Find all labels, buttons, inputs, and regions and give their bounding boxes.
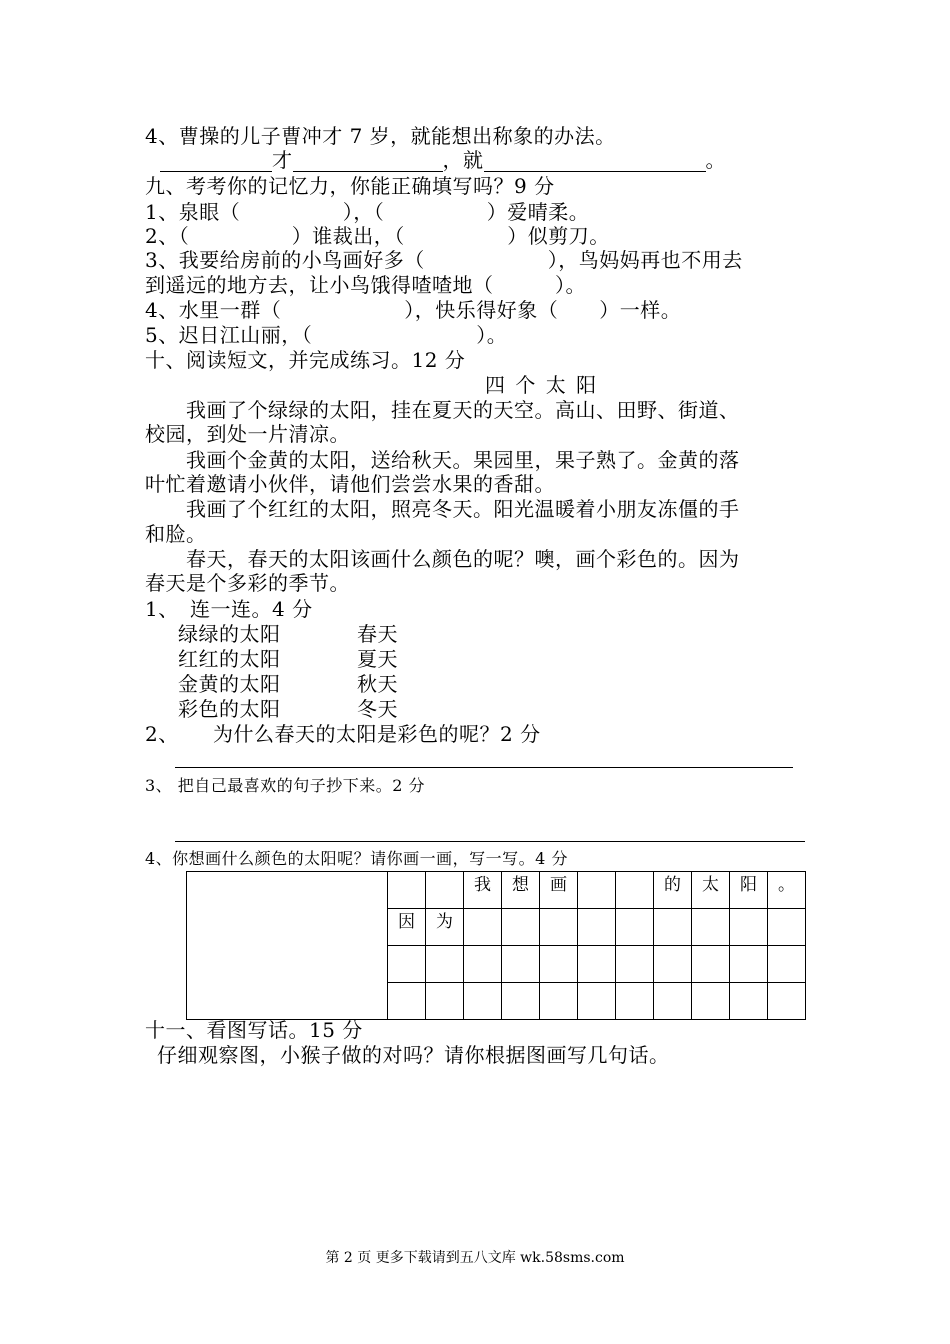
passage-title: 四 个 太 阳: [485, 373, 599, 397]
page-footer: 第 2 页 更多下载请到五八文库 wk.58sms.com: [325, 1250, 625, 1266]
grid-cell[interactable]: [540, 946, 578, 983]
passage-line: 我画了个绿绿的太阳，挂在夏天的天空。高山、田野、街道、: [145, 398, 740, 422]
match-left-item[interactable]: 红红的太阳: [178, 647, 281, 671]
q9-item: 1、泉眼（ ），（ ）爱晴柔。: [145, 200, 590, 224]
q10-2-text: 为什么春天的太阳是彩色的呢？2 分: [213, 722, 541, 746]
match-right-item[interactable]: 夏天: [357, 647, 398, 671]
q9-title: 九、考考你的记忆力，你能正确填写吗？9 分: [145, 174, 555, 198]
grid-cell[interactable]: [768, 946, 806, 983]
grid-cell[interactable]: [578, 983, 616, 1020]
q9-item: 到遥远的地方去，让小鸟饿得喳喳地（ ）。: [145, 273, 586, 297]
match-right-item[interactable]: 春天: [357, 622, 398, 646]
grid-cell[interactable]: [730, 909, 768, 946]
answer-line[interactable]: [175, 767, 793, 768]
grid-cell[interactable]: 。: [768, 872, 806, 909]
grid-cell[interactable]: [616, 872, 654, 909]
passage-line: 春天是个多彩的季节。: [145, 571, 350, 595]
q10-2-num: 2、: [145, 722, 179, 746]
grid-cell[interactable]: [464, 983, 502, 1020]
grid-cell[interactable]: 我: [464, 872, 502, 909]
grid-cell[interactable]: [692, 983, 730, 1020]
q9-item: 4、水里一群（ ），快乐得好象（ ）一样。: [145, 298, 682, 322]
passage-line: 叶忙着邀请小伙伴，请他们尝尝水果的香甜。: [145, 472, 555, 496]
q10-1-text: 连一连。4 分: [190, 597, 313, 621]
grid-cell[interactable]: [578, 872, 616, 909]
match-left-item[interactable]: 彩色的太阳: [178, 697, 281, 721]
grid-cell[interactable]: 想: [502, 872, 540, 909]
grid-cell[interactable]: [426, 983, 464, 1020]
q10-1-num: 1、: [145, 597, 179, 621]
writing-grid: [186, 871, 806, 1020]
passage-line: 校园，到处一片清凉。: [145, 422, 350, 446]
q11-text: 仔细观察图，小猴子做的对吗？请你根据图画写几句话。: [157, 1043, 670, 1067]
grid-cell[interactable]: [426, 946, 464, 983]
answer-line[interactable]: [175, 841, 805, 842]
blank[interactable]: [293, 151, 443, 172]
q9-item: 3、我要给房前的小鸟画好多（ ），鸟妈妈再也不用去: [145, 248, 743, 272]
grid-cell[interactable]: [502, 909, 540, 946]
fill-end: 。: [705, 148, 726, 172]
grid-cell[interactable]: [388, 872, 426, 909]
q11-title: 十一、看图写话。15 分: [145, 1018, 363, 1042]
match-left-item[interactable]: 金黄的太阳: [178, 672, 281, 696]
grid-cell[interactable]: 画: [540, 872, 578, 909]
match-right-item[interactable]: 冬天: [357, 697, 398, 721]
grid-cell[interactable]: [540, 983, 578, 1020]
grid-cell[interactable]: [616, 946, 654, 983]
grid-cell[interactable]: [730, 946, 768, 983]
grid-cell[interactable]: [692, 946, 730, 983]
grid-cell[interactable]: [540, 909, 578, 946]
grid-cell[interactable]: [388, 946, 426, 983]
grid-cell[interactable]: [578, 946, 616, 983]
fill-word-jiu: ，就: [442, 148, 484, 172]
q10-3: 3、 把自己最喜欢的句子抄下来。2 分: [145, 776, 426, 795]
grid-cell[interactable]: 太: [692, 872, 730, 909]
grid-cell[interactable]: 的: [654, 872, 692, 909]
fill-word-cai: 才: [272, 148, 293, 172]
grid-cell[interactable]: [616, 909, 654, 946]
grid-cell[interactable]: [692, 909, 730, 946]
grid-cell[interactable]: [768, 983, 806, 1020]
grid-cell[interactable]: [388, 983, 426, 1020]
grid-cell[interactable]: [654, 983, 692, 1020]
grid-cell[interactable]: [654, 909, 692, 946]
grid-cell[interactable]: [616, 983, 654, 1020]
q10-4: 4、你想画什么颜色的太阳呢？请你画一画，写一写。4 分: [145, 849, 568, 868]
drawing-box[interactable]: [187, 872, 388, 1020]
grid-cell[interactable]: [654, 946, 692, 983]
q8-item4: 4、曹操的儿子曹冲才 7 岁，就能想出称象的办法。: [145, 124, 616, 148]
grid-cell[interactable]: [464, 946, 502, 983]
grid-cell[interactable]: [502, 983, 540, 1020]
grid-cell[interactable]: [578, 909, 616, 946]
passage-line: 我画个金黄的太阳，送给秋天。果园里，果子熟了。金黄的落: [145, 448, 740, 472]
grid-cell[interactable]: [730, 983, 768, 1020]
passage-line: 春天，春天的太阳该画什么颜色的呢？噢，画个彩色的。因为: [145, 547, 740, 571]
blank[interactable]: [484, 151, 706, 172]
passage-line: 我画了个红红的太阳，照亮冬天。阳光温暖着小朋友冻僵的手: [145, 497, 740, 521]
grid-cell[interactable]: 因: [388, 909, 426, 946]
grid-cell[interactable]: [464, 909, 502, 946]
q10-title: 十、阅读短文，并完成练习。12 分: [145, 348, 466, 372]
q9-item: 2、（ ）谁裁出，（ ）似剪刀。: [145, 224, 610, 248]
blank[interactable]: [160, 151, 272, 172]
q8-item4-fill: [160, 148, 726, 172]
grid-cell[interactable]: 为: [426, 909, 464, 946]
match-left-item[interactable]: 绿绿的太阳: [178, 622, 281, 646]
grid-cell[interactable]: [768, 909, 806, 946]
passage-line: 和脸。: [145, 522, 207, 546]
grid-cell[interactable]: [502, 946, 540, 983]
match-right-item[interactable]: 秋天: [357, 672, 398, 696]
q9-item: 5、迟日江山丽，（ ）。: [145, 323, 508, 347]
grid-cell[interactable]: 阳: [730, 872, 768, 909]
grid-cell[interactable]: [426, 872, 464, 909]
